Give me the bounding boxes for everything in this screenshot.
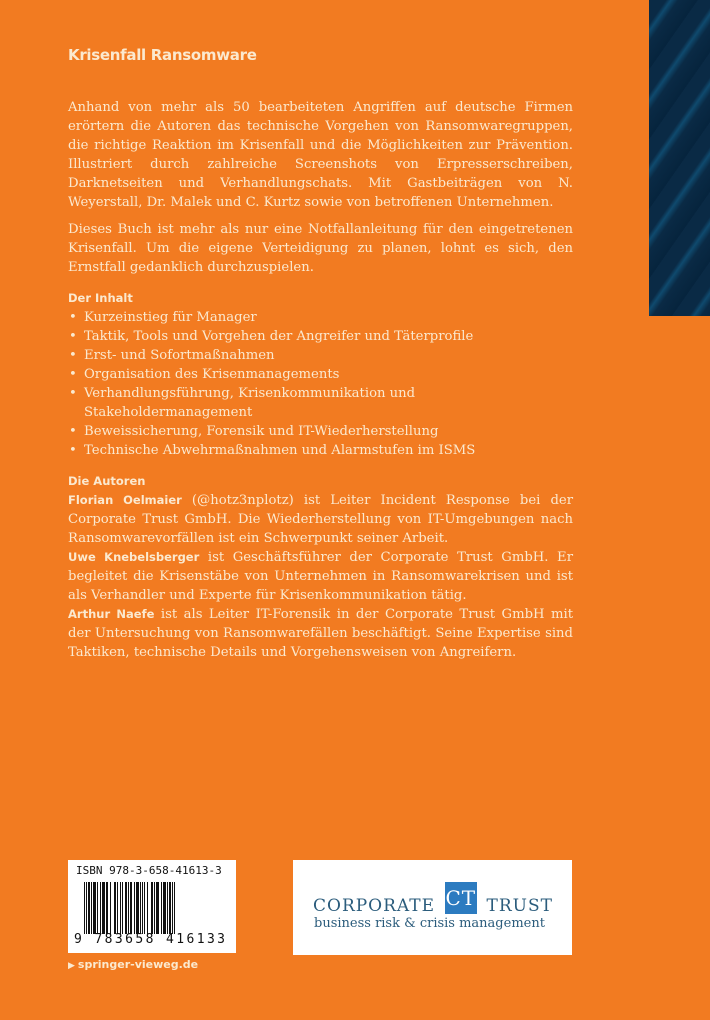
list-item: • Taktik, Tools und Vorgehen der Angreifer und Täterprofile bbox=[68, 327, 573, 346]
authors-heading: Die Autoren bbox=[68, 474, 146, 488]
list-item: • Technische Abwehrmaßnahmen und Alarmstufen im ISMS bbox=[68, 441, 573, 460]
contents-heading: Der Inhalt bbox=[68, 291, 133, 305]
logo-word-corporate: CORPORATE bbox=[313, 896, 436, 916]
barcode-digits: 9 783658 416133 bbox=[74, 932, 228, 947]
author-bio bbox=[68, 548, 573, 605]
barcode-bar bbox=[174, 882, 175, 934]
cover-image-strip bbox=[649, 0, 710, 316]
intro-paragraph: Dieses Buch ist mehr als nur eine Notfallanleitung für den eingetretenen Krisenfall. Um die eigene Verteidigung zu planen, lohnt es sich, den Ernstfall gedanklich durchzuspielen. bbox=[68, 222, 573, 275]
isbn-label: ISBN 978-3-658-41613-3 bbox=[76, 864, 222, 877]
list-item: • Kurzeinstieg für Manager bbox=[68, 308, 573, 327]
author-bio-text: ist Geschäftsführer der Corporate Trust GmbH. Er begleitet die Krisenstäbe von Unternehmen in Ransomwarekrisen und ist als Verhandler und Experte für Krisenkommunikation tätig. bbox=[68, 550, 573, 603]
contents-list bbox=[68, 308, 573, 460]
author-bio-text: (@hotz3nplotz) ist Leiter Incident Response bei der Corporate Trust GmbH. Die Wiederherstellung von IT-Umgebungen nach Ransomwarevorfällen ist ein Schwerpunkt seiner Arbeit. bbox=[68, 493, 574, 546]
arrow-right-icon: ▶ bbox=[68, 961, 75, 971]
book-title: Krisenfall Ransomware bbox=[68, 46, 257, 64]
logo-tagline: business risk & crisis management bbox=[314, 916, 545, 931]
publisher-url: springer-vieweg.de bbox=[77, 958, 199, 971]
author-bio bbox=[68, 605, 573, 662]
publisher-link[interactable] bbox=[68, 958, 198, 971]
list-item: • Beweissicherung, Forensik und IT-Wiederherstellung bbox=[68, 422, 573, 441]
author-name: Arthur Naefe bbox=[68, 607, 155, 621]
list-item: • Verhandlungsführung, Krisenkommunikation und Stakeholdermanagement bbox=[68, 384, 573, 422]
intro-paragraph: Anhand von mehr als 50 bearbeiteten Angriffen auf deutsche Firmen erörtern die Autoren das technische Vorgehen von Ransomwaregruppen, die richtige Reaktion im Krisenfall und die Möglichkeiten zur Prävention. Illustriert durch zahlreiche Screenshots von Erpresserschreiben, Darknetseiten und Verhandlungschats. Mit Gastbeiträgen von N. Weyerstall, Dr. Malek und C. Kurtz sowie von betroffenen Unternehmen. bbox=[68, 100, 573, 210]
list-item: • Organisation des Krisenmanagements bbox=[68, 365, 573, 384]
logo-word-trust: TRUST bbox=[486, 896, 553, 916]
isbn-barcode bbox=[68, 860, 236, 953]
ct-logo-icon: CT bbox=[445, 882, 477, 914]
back-cover-text bbox=[68, 98, 573, 662]
author-name: Uwe Knebelsberger bbox=[68, 550, 200, 564]
author-bio-text: ist als Leiter IT-Forensik in der Corporate Trust GmbH mit der Untersuchung von Ransomwarefällen beschäftigt. Seine Expertise sind Taktiken, technische Details und Vorgehensweisen von Angreifern. bbox=[68, 607, 574, 660]
author-name: Florian Oelmaier bbox=[68, 493, 182, 507]
barcode-bars bbox=[84, 882, 227, 934]
list-item: • Erst- und Sofortmaßnahmen bbox=[68, 346, 573, 365]
author-bio bbox=[68, 491, 573, 548]
corporate-trust-logo bbox=[293, 860, 572, 955]
